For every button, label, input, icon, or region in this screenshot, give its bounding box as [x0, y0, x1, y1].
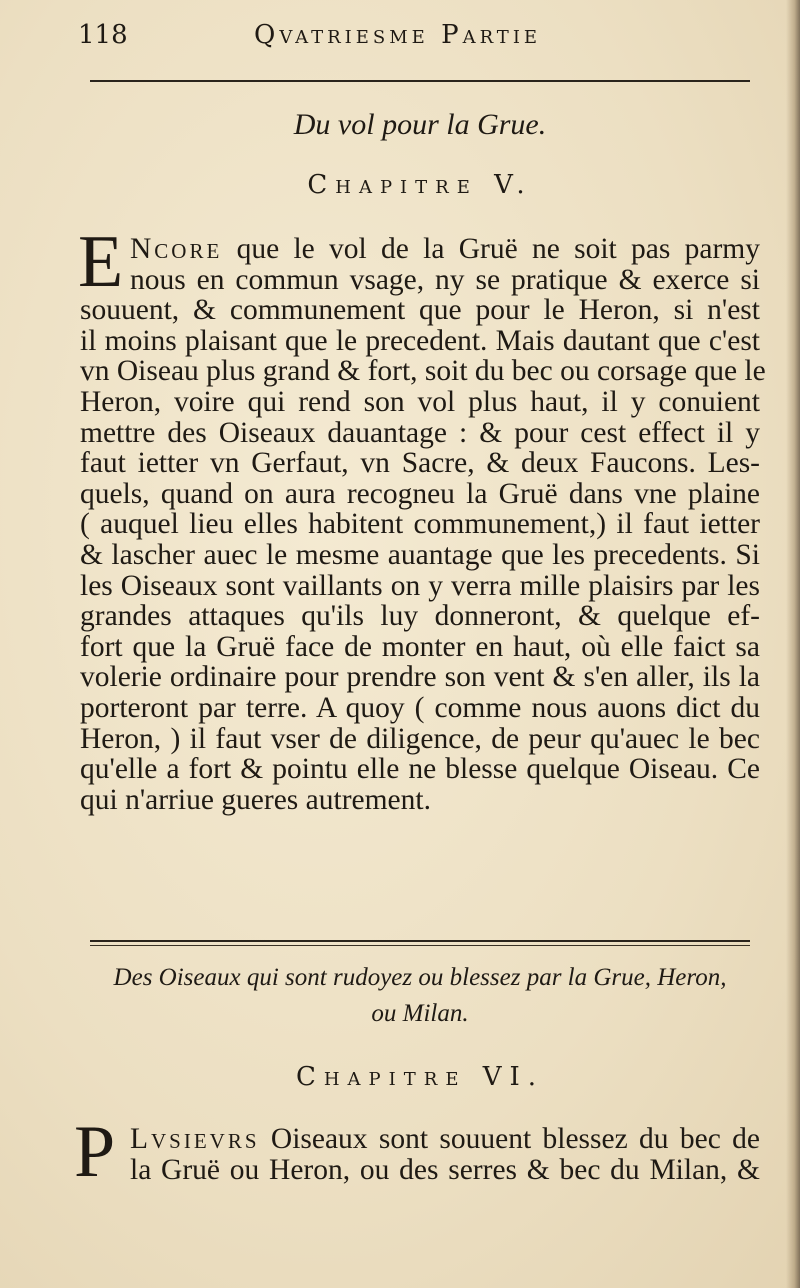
chapter-divider-rule-thin	[90, 945, 750, 946]
chapter5-body	[78, 221, 766, 816]
text-line: mettre des Oiseaux dauantage : & pour cest effect il y	[80, 416, 760, 449]
text-line: il moins plaisant que le precedent. Mais dautant que c'est	[80, 324, 760, 357]
lead-word: Ncore	[130, 233, 223, 265]
text-line: grandes attaques qu'ils luy donneront, & quelque ef-	[80, 600, 760, 633]
text-line: Heron, voire qui rend son vol plus haut, il y conuient	[80, 385, 760, 418]
chapter6-body	[80, 1124, 760, 1185]
text-line: porteront par terre. A quoy ( comme nous auons dict du	[80, 691, 760, 724]
chapter6-dropcap: P	[74, 1111, 116, 1193]
text-line: fort que la Gruë face de monter en haut, où elle faict sa	[80, 630, 760, 663]
text-line: qu'elle a fort & pointu elle ne blesse quelque Oiseau. Ce	[80, 753, 760, 786]
text-line: nous en commun vsage, ny se pratique & exerce si	[130, 263, 760, 296]
chapter5-dropcap: E	[78, 221, 124, 303]
chapter-divider-rule	[90, 940, 750, 942]
chapter5-title: Du vol pour la Grue.	[293, 108, 547, 141]
lead-word: Lvsievrs	[130, 1123, 260, 1155]
text-line: ( auquel lieu elles habitent communement,) il faut ietter	[80, 508, 760, 541]
text-line: faut ietter vn Gerfaut, vn Sacre, & deux Faucons. Les-	[80, 447, 760, 480]
text-line: Lvsievrs Oiseaux sont souuent blessez du bec de	[130, 1123, 760, 1155]
text-line: quels, quand on aura recogneu la Gruë dans vne plaine	[80, 477, 760, 510]
chapter6-title-line1: Des Oiseaux qui sont rudoyez ou blessez par la Grue, Heron,	[113, 964, 727, 991]
text-line: Ncore que le vol de la Gruë ne soit pas parmy	[130, 233, 761, 265]
text-line: Heron, ) il faut vser de diligence, de peur qu'auec le bec	[80, 722, 760, 755]
text-line: vn Oiseau plus grand & fort, soit du bec ou corsage que le	[80, 355, 766, 388]
header-rule	[90, 80, 750, 82]
text-line: & lascher auec le mesme auantage que les precedents. Si	[80, 538, 760, 571]
text-line: la Gruë ou Heron, ou des serres & bec du Milan, &	[130, 1153, 760, 1186]
page-number: 118	[78, 20, 128, 50]
text-line: qui n'arriue gueres autrement.	[80, 783, 431, 816]
chapter6-title-line2: ou Milan.	[371, 1000, 469, 1027]
running-header	[78, 18, 758, 54]
page-spine-shadow	[786, 0, 800, 1288]
text-line: souuent, & communement que pour le Heron, si n'est	[80, 294, 760, 327]
text-line: les Oiseaux sont vaillants on y verra mille plaisirs par les	[80, 569, 760, 602]
text-line: volerie ordinaire pour prendre son vent & s'en aller, ils la	[80, 661, 760, 694]
running-title: Qvatriesme Partie	[254, 20, 542, 50]
chapter6-heading: Chapitre VI.	[295, 1062, 545, 1092]
chapter5-heading: Chapitre V.	[307, 170, 533, 200]
